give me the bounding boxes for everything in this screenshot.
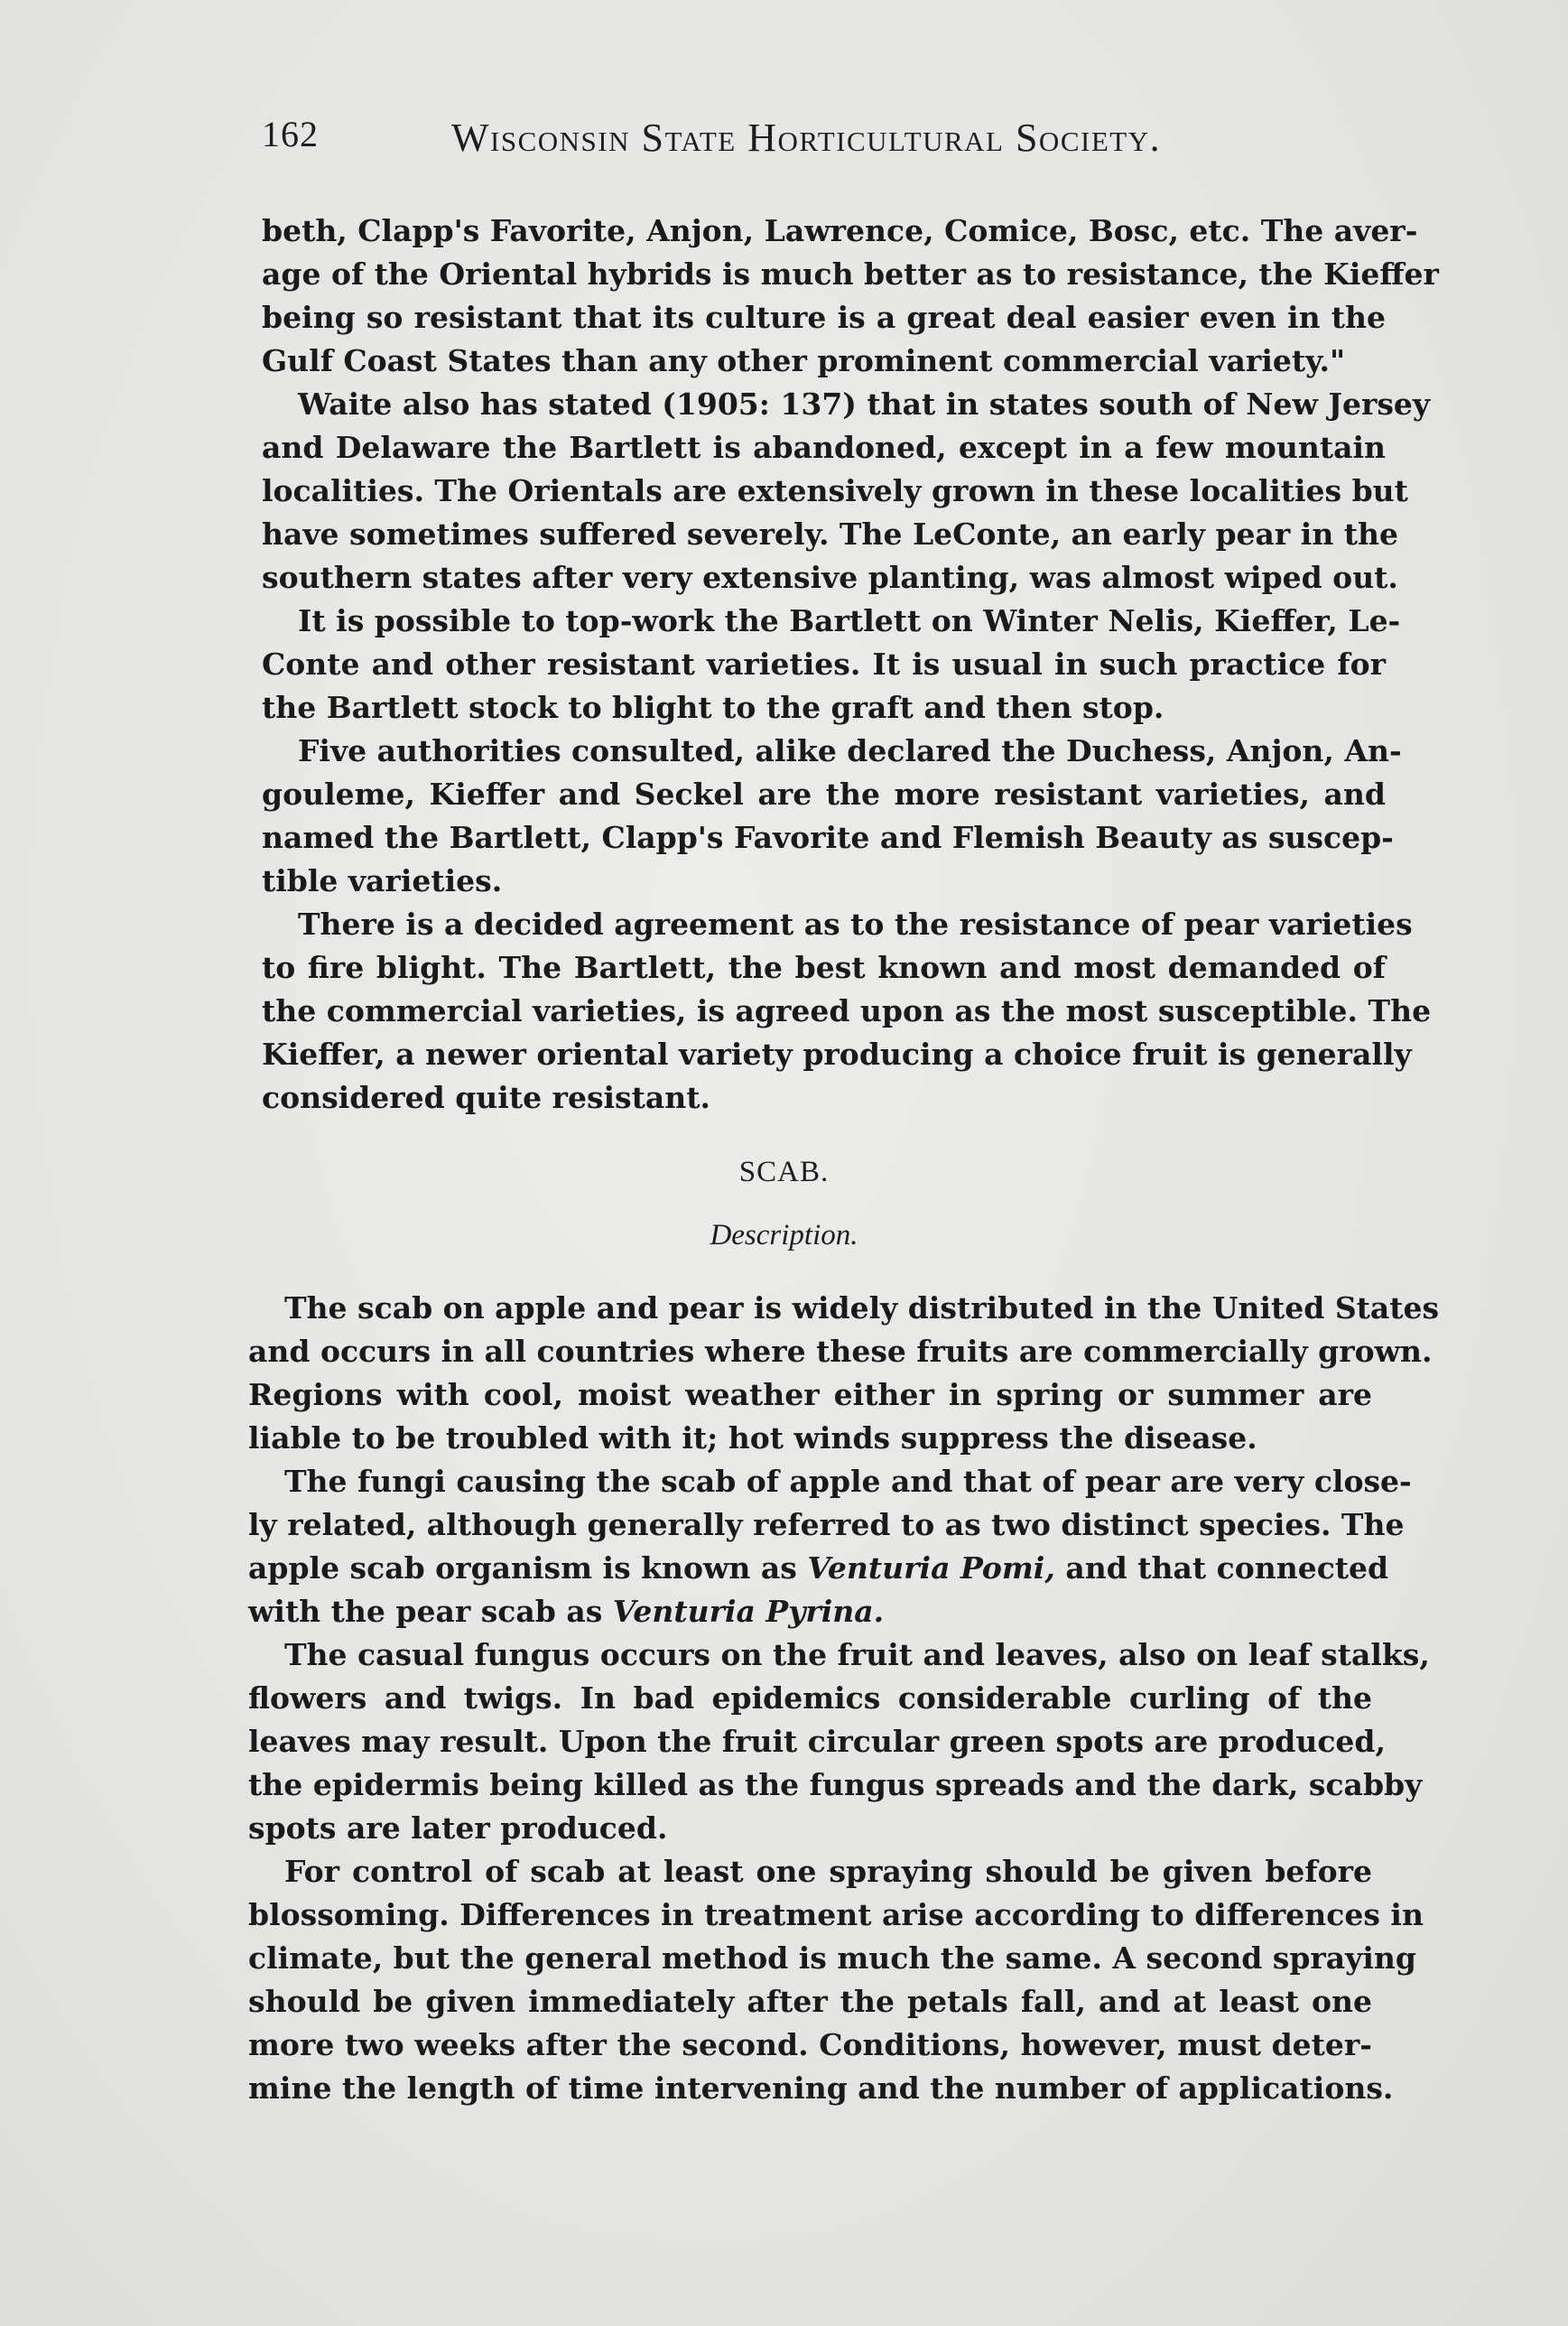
text-line: The fungi causing the scab of apple and that of pear are very close- [284,1464,1412,1499]
text-line: gouleme, Kieffer and Seckel are the more resistant varieties, and [262,777,1386,812]
page-number: 162 [262,114,319,154]
text-line: The casual fungus occurs on the fruit and leaves, also on leaf stalks, [284,1637,1430,1672]
scab-paragraph-3 [248,1633,1430,1850]
text-line: spots are later produced. [248,1810,668,1846]
text-line: ly related, although generally referred to as two distinct species. The [248,1507,1405,1542]
text-line: climate, but the general method is much the same. A second spraying [248,1940,1416,1976]
paragraph-4 [262,730,1402,903]
text-line: There is a decided agreement as to the resistance of pear varieties [298,907,1413,942]
text-line: flowers and twigs. In bad epidemics considerable curling of the [248,1680,1372,1716]
text-line: the Bartlett stock to blight to the graft and then stop. [262,690,1164,725]
text-line: leaves may result. Upon the fruit circular green spots are produced, [248,1724,1386,1759]
text-line: the commercial varieties, is agreed upon as the most susceptible. The [262,993,1432,1028]
paragraph-2 [262,383,1431,600]
text-line: considered quite resistant. [262,1080,710,1115]
text-line: Conte and other resistant varieties. It is usual in such practice for [262,647,1386,682]
text-line: named the Bartlett, Clapp's Favorite and Flemish Beauty as suscep- [262,820,1394,855]
text-line: and occurs in all countries where these fruits are commercially grown. [248,1334,1433,1369]
text-line: blossoming. Differences in treatment arise according to differences in [248,1897,1424,1932]
text-line: Kieffer, a newer oriental variety producing a choice fruit is generally [262,1037,1412,1072]
scab-paragraph-1 [248,1287,1440,1460]
text-line: It is possible to top-work the Bartlett on Winter Nelis, Kieffer, Le- [298,603,1401,638]
text-line: beth, Clapp's Favorite, Anjon, Lawrence, Comice, Bosc, etc. The aver- [262,213,1418,248]
text-line: Gulf Coast States than any other prominent commercial variety." [262,343,1346,378]
text-line: mine the length of time intervening and the number of applications. [248,2070,1394,2106]
running-head: Wisconsin State Horticultural Society. [451,116,1162,160]
scab-paragraph-4 [248,1850,1424,2110]
text-line: have sometimes suffered severely. The LeConte, an early pear in the [262,516,1399,552]
text-line: tible varieties. [262,863,503,898]
section-title: SCAB. [738,1156,830,1188]
page-header [262,113,1255,167]
text-block-lower [248,1287,1440,2110]
species-name-apple: Venturia Pomi, [807,1550,1055,1586]
text-line: to fire blight. The Bartlett, the best known and most demanded of [262,950,1386,985]
text-run: and that connected [1054,1550,1389,1586]
text-line: southern states after very extensive planting, was almost wiped out. [262,560,1398,595]
text-line: should be given immediately after the petals fall, and at least one [248,1984,1372,2019]
text-line: more two weeks after the second. Conditions, however, must deter- [248,2027,1372,2062]
text-line: liable to be troubled with it; hot winds suppress the disease. [248,1420,1257,1456]
text-line [248,1547,1389,1590]
section-subtitle: Description. [710,1219,858,1251]
text-block-upper [262,209,1439,1120]
species-name-pear: Venturia Pyrina. [612,1594,885,1629]
text-line: being so resistant that its culture is a great deal easier even in the [262,300,1386,335]
text-run: apple scab organism is known as [248,1550,808,1586]
text-run: with the pear scab as [248,1594,613,1629]
paragraph-3 [262,600,1401,730]
text-line [248,1590,1372,1633]
text-line: the epidermis being killed as the fungus spreads and the dark, scabby [248,1767,1423,1802]
text-line: Regions with cool, moist weather either in spring or summer are [248,1377,1372,1412]
text-line: The scab on apple and pear is widely distributed in the United States [284,1290,1440,1326]
text-line: For control of scab at least one spraying should be given before [284,1854,1372,1889]
text-line: Waite also has stated (1905: 137) that in states south of New Jersey [298,386,1431,422]
text-line: localities. The Orientals are extensively grown in these localities but [262,473,1408,508]
text-line: Five authorities consulted, alike declared the Duchess, Anjon, An- [298,733,1402,768]
text-line: age of the Oriental hybrids is much better as to resistance, the Kieffer [262,256,1439,292]
scab-paragraph-2 [248,1460,1412,1633]
paragraph-5 [262,903,1432,1120]
text-line: and Delaware the Bartlett is abandoned, except in a few mountain [262,430,1386,465]
paragraph-1 [262,209,1439,383]
